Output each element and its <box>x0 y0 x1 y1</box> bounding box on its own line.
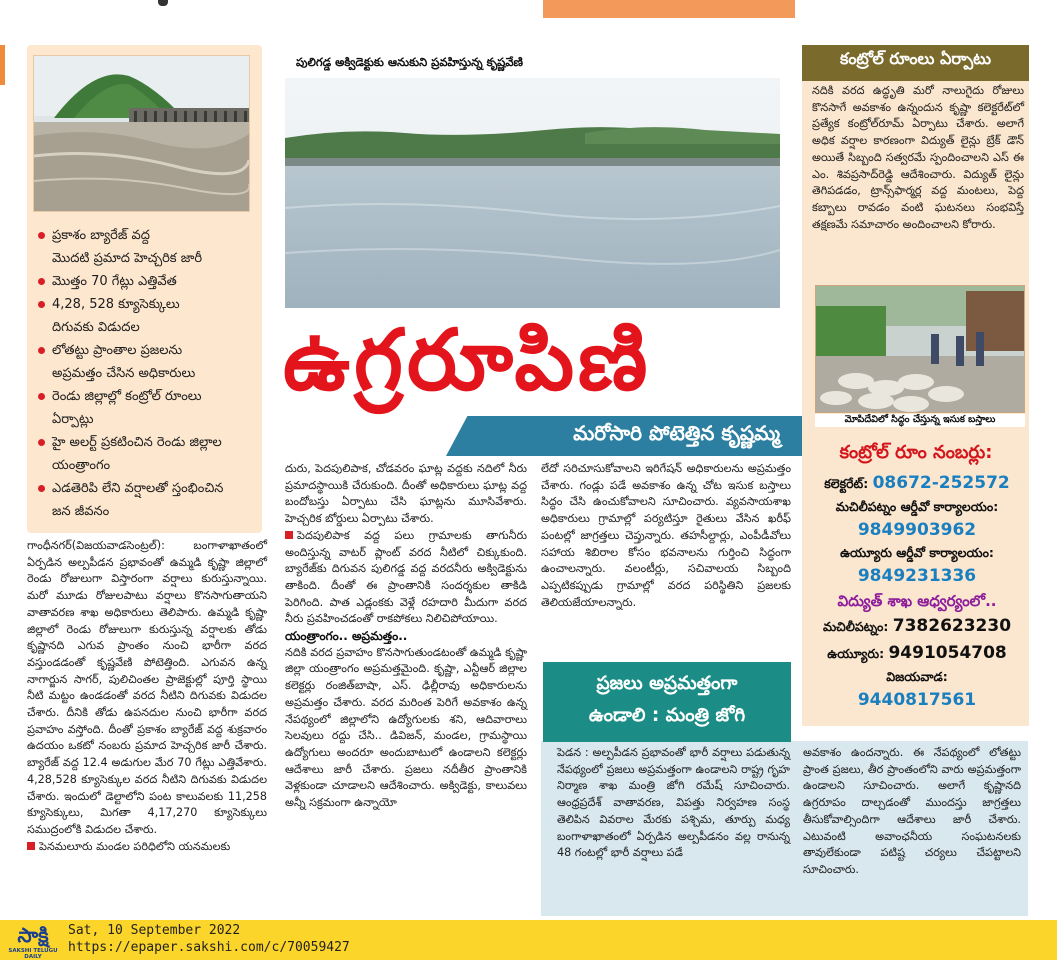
control-numbers-list <box>808 470 1026 713</box>
paragraph-marker-icon <box>27 842 35 850</box>
uyyuru-row <box>808 640 1026 667</box>
highlight-line: జన జీవనం <box>52 504 110 519</box>
highlight-item <box>38 477 260 523</box>
bullet-icon <box>38 347 45 354</box>
article-column-left <box>27 538 267 918</box>
control-numbers-title: కంట్రోల్ రూం నంబర్లు: <box>839 442 993 463</box>
sakshi-logo: సాక్షి <box>17 923 49 947</box>
article-column-right <box>541 461 791 661</box>
sakshi-logo-subtitle: SAKSHI TELUGU DAILY <box>8 948 58 960</box>
highlight-line: యంత్రాంగం <box>52 458 111 473</box>
article-text: పెదపులిపాక వద్ద పలు గ్రామాలకు తాగునీరు అందిస్తున్న వాటర్ ప్లాంట్ వరద నీటిలో చిక్కుకుంది. బ్యారేజ్‌కు దిగువన పులిగడ్డ వద్ద వరదనీరు అక్విడెక్టును తాకింది. దీంతో ఈ ప్రాంతానికి సందర్శకుల తాకిడి పెరిగింది. పాత ఎడ్లంకకు వెళ్లే రహదారి మీదుగా వరద నీరు ప్రవహించడంతో రాకపోకలు నిలిచిపోయాయి. <box>285 528 527 626</box>
section-subtitle: యంత్రాంగం.. అప్రమత్తం.. <box>285 629 408 644</box>
highlight-item <box>38 270 260 293</box>
article-column-middle <box>285 461 527 916</box>
subheadline: మరోసారి పోటెత్తిన కృష్ణమ్మ <box>573 421 780 445</box>
mtm-label: మచిలీపట్నం: <box>822 619 889 634</box>
minister-box-title <box>543 668 791 732</box>
article-paragraph: దురు, పెదపులిపాక, చోడవరం ఘాట్ల వద్దకు నదిలో నీరు ప్రమాదస్థాయికి చేరుకుంది. దీంతో అధికారులు ఘాట్ల వద్ద బందోబస్తు ఏర్పాటు చేసి ఘాట్లను మూసివేశారు. హెచ్చరిక బోర్డులు ఏర్పాటు చేశారు. <box>285 462 527 526</box>
highlight-line: రెండు జిల్లాల్లో కంట్రోల్ రూంలు <box>52 389 202 404</box>
bullet-icon <box>38 232 45 239</box>
top-orange-strip <box>543 0 795 18</box>
bullet-icon <box>38 439 45 446</box>
bullet-icon <box>38 278 45 285</box>
barrage-photo <box>33 55 250 212</box>
highlight-line: అప్రమత్తం చేసిన అధికారులు <box>52 366 196 381</box>
highlight-line: 4,28, 528 క్యూసెక్కులు <box>52 297 180 312</box>
sandbags-photo-caption: మోపిదేవిలో సిద్ధం చేస్తున్న ఇసుక బస్తాలు <box>815 414 1025 427</box>
highlight-line: లోతట్టు ప్రాంతాల ప్రజలను <box>52 343 183 358</box>
sandbags-photo-image <box>816 286 1025 413</box>
highlight-line: హై అలర్ట్ ప్రకటించిన రెండు జిల్లాల <box>52 435 222 450</box>
vijayawada-number: 9440817561 <box>857 690 977 710</box>
article-paragraph: నదికి వరద ప్రవాహం కొనసాగుతుండటంతో ఉమ్మడి కృష్ణా జిల్లా యంత్రాంగం అప్రమత్తమైంది. కృష్ణా, ఎన్టీఆర్ జిల్లాల కలెక్టర్లు రంజిత్‌బాషా, ఎస్. ఢిల్లీరావు అధికారులను అప్రమత్తం చేశారు. వరద మరింత పెరిగే అవకాశం ఉన్న నేపథ్యంలో జిల్లాలోని ఉద్యోగులకు శని, ఆదివారాలు సెలవులు రద్దు చేసి.. డివిజన్, మండల, గ్రామస్థాయి ఉద్యోగులు అందరూ అందుబాటులో ఉండాలని కలెక్టర్లు ఆదేశాలు జారీ చేశారు. ప్రజలు నదీతీర ప్రాంతానికి వెళ్లకుండా చూడాలని ఆదేశించారు. అక్విడెక్టు, కాలువలు అన్నీ సక్రమంగా ఉన్నాయో <box>285 645 527 810</box>
collectorate-label: కలెక్టరేట్: <box>824 476 869 491</box>
highlight-line: దిగువకు విడుదల <box>52 320 140 335</box>
highlights-list <box>38 224 260 523</box>
mtm-number: 7382623230 <box>892 616 1012 636</box>
mtm-rdo-number: 9849903962 <box>857 520 977 540</box>
river-photo <box>285 78 780 308</box>
uyyuru-rdo-number: 9849231336 <box>857 566 977 586</box>
article-paragraph <box>27 839 267 856</box>
control-rooms-body: నదికి వరద ఉద్ధృతి మరో నాలుగైదు రోజులు కొనసాగే అవకాశం ఉన్నందున కృష్ణా కలెక్టరేట్‌లో ప్రత్యేక కంట్రోల్‌రూమ్ ఏర్పాటు చేశారు. అలాగే అధిక వర్షాల కారణంగా విద్యుత్ లైన్లు బ్రేక్ డౌన్ అయితే సిబ్బంది సత్వరమే స్పందించాలని ఎస్ ఈ ఎం. శివప్రసాద్‌రెడ్డి ఆదేశించారు. విద్యుత్ లైన్లు తెగిపడడం, ట్రాన్స్‌ఫార్మర్ల వద్ద మంటలు, పెద్ద కబ్బాలు రావడం వంటి ఘటనలు సంభవిస్తే తక్షణమే సమాచారం అందించాలని కోరారు. <box>812 84 1024 231</box>
mtm-rdo-label: మచిలీపట్నం ఆర్డీవో కార్యాలయం: <box>835 499 999 514</box>
control-rooms-title: కంట్రోల్ రూంలు ఏర్పాటు <box>839 49 992 68</box>
minister-column-1: పెడన : అల్పపీడన ప్రభావంతో భారీ వర్షాలు పడుతున్న నేపథ్యంలో ప్రజలు అప్రమత్తంగా ఉండాలని రాష్ట్ర గృహ నిర్మాణ శాఖ మంత్రి జోగి రమేష్ సూచించారు. ఆంధ్రప్రదేశ్ వాతావరణ, విపత్తు నిర్వహణ సంస్థ తెలిపిన వివరాల మేరకు పశ్చిమ, తూర్పు మధ్య బంగాళాఖాతంలో ఏర్పడిన అల్పపీడనం వల్ల రానున్న 48 గంటల్లో భారీ వర్షాలు పడే <box>557 746 790 860</box>
article-paragraph: గాంధీనగర్(విజయవాడసెంట్రల్): బంగాళాఖాతంలో ఏర్పడిన అల్పపీడన ప్రభావంతో ఉమ్మడి కృష్ణా జిల్లాలో రెండు రోజులుగా విస్తారంగా వర్షాలు కురుస్తున్నాయి. మరో మూడు రోజులపాటు వర్షాలు కొనసాగుతాయని వాతావరణ శాఖ అధికారులు తెలిపారు. ఉమ్మడి కృష్ణా జిల్లాలో రెండు రోజులుగా కురుస్తున్న వర్షాలకు తోడు కృష్ణానది ఎగువ ప్రాంతం నుంచి భారీగా వరద వస్తుండడంతో కృష్ణవేణి పోటెత్తింది. ఎగువన ఉన్న నాగార్జున సాగర్, పులిచింతల ప్రాజెక్టుల్లో పూర్తి స్థాయి నీటి మట్టం ఉండడంతో వరద నీటిని దిగువకు విడుదల చేశారు. దీనికి తోడు ఉపనదుల నుంచి భారీగా వరద ప్రవాహం వస్తోంది. దీంతో ప్రకాశం బ్యారేజ్ వద్ద శుక్రవారం ఉదయం ఒకటో నంబరు ప్రమాద హెచ్చరిక జారీ చేశారు. బ్యారేజ్ వద్ద 12.4 అడుగుల మేర 70 గేట్లు ఎత్తివేశారు. 4,28,528 క్యూసెక్కుల వరద నీటిని దిగువకు విడుదల చేశారు. ఇందులో డెల్టాలోని పంట కాలువలకు 11,258 క్యూసెక్కులు, మిగతా 4,17,270 క్యూసెక్కులు సముద్రంలోకి విడుదల చేశారు. <box>27 539 267 836</box>
minister-column-2: అవకాశం ఉందన్నారు. ఈ నేపథ్యంలో లోతట్టు ప్రాంత ప్రజలు, తీర ప్రాంతంలోని వారు అప్రమత్తంగా ఉండాలని సూచించారు. అలాగే కృష్ణానది ఉగ్రరూపం దాల్చడంతో ముందస్తు జాగ్రత్తలు తీసుకోవాల్సిందిగా ఆదేశాలు జారీ చేశారు. ఎటువంటి అవాంఛనీయ సంఘటనలకు తావులేకుండా పటిష్ట చర్యలు చేపట్టాలని సూచించారు. <box>803 746 1021 876</box>
highlight-item <box>38 339 260 385</box>
highlight-line: ఏర్పాట్లు <box>52 412 94 427</box>
paragraph-marker-icon <box>285 531 293 539</box>
photo-caption: పులిగడ్డ అక్విడెక్టుకు ఆనుకుని ప్రవహిస్తున్న కృష్ణవేణి <box>296 55 524 69</box>
vijayawada-label: విజయవాడ: <box>886 669 948 684</box>
uyyuru-number: 9491054708 <box>888 643 1007 663</box>
highlight-line: ఎడతెరిపి లేని వర్షాలతో స్తంభించిన <box>52 481 224 496</box>
article-paragraph <box>285 528 527 628</box>
article-paragraph: లేదో సరిచూసుకోవాలని ఇరిగేషన్ అధికారులను అప్రమత్తం చేశారు. గండ్లు పడే అవకాశం ఉన్న చోట ఇసుక బస్తాలు సిద్ధం చేసి ఉంచుకోవాలని సూచించారు. వ్యవసాయశాఖ అధికారులు గ్రామాల్లో పర్యటిస్తూ రైతులు వేసిన ఖరీఫ్ పంటల్లో జాగ్రత్తలు చెప్తున్నారు. తహసీల్దార్లు, ఎంపీడీవోలు సహాయ శిబిరాల కోసం భవనాలను గుర్తించి సిద్ధంగా ఉంచాలన్నారు. వలంటీర్లు, సచివాలయ సిబ్బంది ఎప్పటికప్పుడు గ్రామాల్లో వరద పరిస్థితిని ప్రజలకు తెలియజేయాలన్నారు. <box>541 462 791 609</box>
highlight-item <box>38 385 260 431</box>
top-fragment <box>158 0 168 6</box>
collectorate-number: 08672-252572 <box>872 473 1010 493</box>
bullet-icon <box>38 485 45 492</box>
highlight-line: మొదటి ప్రమాద హెచ్చరిక జారీ <box>52 251 203 266</box>
footer-url[interactable]: https://epaper.sakshi.com/c/70059427 <box>68 940 350 955</box>
minister-title-line: ఉండాలి : మంత్రి జోగి <box>588 705 746 726</box>
footer-date: Sat, 10 September 2022 <box>68 923 241 938</box>
highlight-item <box>38 224 260 270</box>
highlight-item <box>38 431 260 477</box>
uyyuru-label: ఉయ్యూరు: <box>827 646 885 661</box>
uyyuru-rdo-label: ఉయ్యూరు ఆర్డీవో కార్యాలయం: <box>840 545 994 560</box>
left-orange-edge <box>0 45 5 85</box>
bullet-icon <box>38 393 45 400</box>
article-text: పెనమలూరు మండల పరిధిలోని యనమలకు <box>39 839 231 853</box>
sandbags-photo <box>815 285 1025 413</box>
headline: ఉగ్రరూపిణి <box>283 311 652 409</box>
minister-title-line: ప్రజలు అప్రమత్తంగా <box>596 673 738 694</box>
highlight-item <box>38 293 260 339</box>
bullet-icon <box>38 301 45 308</box>
highlight-line: మొత్తం 70 గేట్లు ఎత్తివేత <box>52 274 177 289</box>
mtm-row <box>808 613 1026 640</box>
river-photo-image <box>285 78 780 308</box>
barrage-photo-image <box>34 56 249 211</box>
collectorate-row <box>808 470 1026 497</box>
electricity-heading: విద్యుత్ శాఖ ఆధ్వర్యంలో.. <box>837 592 997 610</box>
highlight-line: ప్రకాశం బ్యారేజ్ వద్ద <box>52 228 150 243</box>
